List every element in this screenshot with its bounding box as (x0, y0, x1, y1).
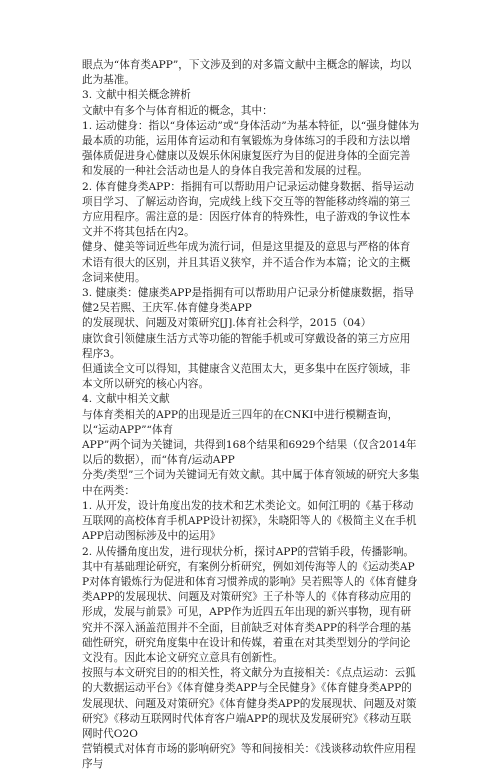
paragraph-literature-communication: 2. 从传播角度出发，进行现状分析，探讨APP的营销手段，传播影响。其中有基础理论研究，有案例分析研究，例如刘传海等人的《运动类APP对体育锻炼行为促进和体育习惯养成的影响》吴若熙等人的《体育健身类APP的发展现状、问题及对策研究》王子朴等人的《体育移动应用的形成，发展与前景》可见，APP作为近四五年出现的新兴事物，现有研究并不深入涵盖范围并不全面，目前缺乏对体育类APP的科学合理的基础性研究，研究角度集中在设计和传媒，着重在对其类型划分的学问论文没有。因此本论文研究立意具有创新性。 (82, 545, 418, 664)
paragraph-health-scope: 但通读全文可以得知，其健康含义范围太大，更多集中在医疗领域，非本文所以研究的核心内容。 (82, 363, 411, 391)
paragraph-intro: 眼点为“体育类APP”，下文涉及到的对多篇文献中主概念的解读，均以此为基准。 (82, 59, 412, 87)
paragraph-health-app-cont: 康饮食引领健康生活方式等功能的智能手机或可穿戴设备的第三方应用程序3。 (82, 332, 411, 360)
paragraph-fitness-terms: 健身、健美等词近些年成为流行词，但是这里提及的意思与严格的体育术语有很大的区别，并且其语义狭窄，并不适合作为本篇；论文的主概念词来使用。 (82, 241, 411, 284)
paragraph-literature-search-3: 分类/类型”三个词为关键词无有效文献。其中属于体育领域的研究大多集中在两类： (82, 469, 420, 497)
paragraph-literature-search-2: APP”两个词为关键词，共得到168个结果和6929个结果（仅含2014年以后的数据），而“体育/运动APP (82, 439, 417, 467)
document-body (82, 58, 420, 773)
section-heading-concepts: 3. 文献中相关概念辨析 (82, 89, 191, 102)
section-heading-literature: 4. 文献中相关文献 (82, 393, 170, 406)
paragraph-fitness-definition: 1. 运动健身：指以“身体运动”或“身体活动”为基本特征，以“强身健体为最本质的功能，运用体育运动和有氧锻炼为身体练习的手段和方法以增强体质促进身心健康以及娱乐休闲康复医疗为目的促进身体的全面完善和发展的一种社会活动也是人的身体自我完善和发展的过程。 (82, 119, 420, 178)
paragraph-health-app-definition: 3. 健康类：健康类APP是指拥有可以帮助用户记录分析健康数据，指导健2吴若熙、王庆军.体育健身类APP (82, 287, 415, 315)
paragraph-literature-related-cont: 营销模式对体育市场的影响研究》等和间接相关：《浅谈移动软件应用程序与 (82, 743, 416, 771)
paragraph-literature-tech: 1. 从开发，设计角度出发的技术和艺术类论文。如何江明的《基于移动互联网的高校体育手机APP设计初探》，朱晓阳等人的《极简主义在手机APP启动图标涉及中的运用》 (82, 499, 417, 543)
paragraph-reference: 的发展现状、问题及对策研究[J].体育社会科学，2015（04） (82, 317, 372, 330)
paragraph-concepts-lead: 文献中有多个与体育相近的概念，其中： (82, 104, 273, 117)
paragraph-fitness-app-definition: 2. 体育健身类APP：指拥有可以帮助用户记录运动健身数据、指导运动项目学习、了解运动咨询，完成线上线下交互等的智能移动终端的第三方应用程序。需注意的是：因医疗体育的特殊性，电子游戏的争议性本文并不将其包括在内2。 (82, 180, 415, 239)
paragraph-literature-search-1: 与体育类相关的APP的出现是近三四年的在CNKI中进行模糊查询，以“运动APP”“体育 (82, 408, 399, 436)
paragraph-literature-related: 按照与本文研究目的的相关性，将文献分为直接相关：《点点运动：云狐的大数据运动平台》《体育健身类APP与全民健身》《体育健身类APP的发展现状、问题及对策研究》《体育健身类APP的发展现状、问题及对策研究》《移动互联网时代体育客户端APP的现状及发展研究》《移动互联网时代O2O (82, 667, 417, 740)
